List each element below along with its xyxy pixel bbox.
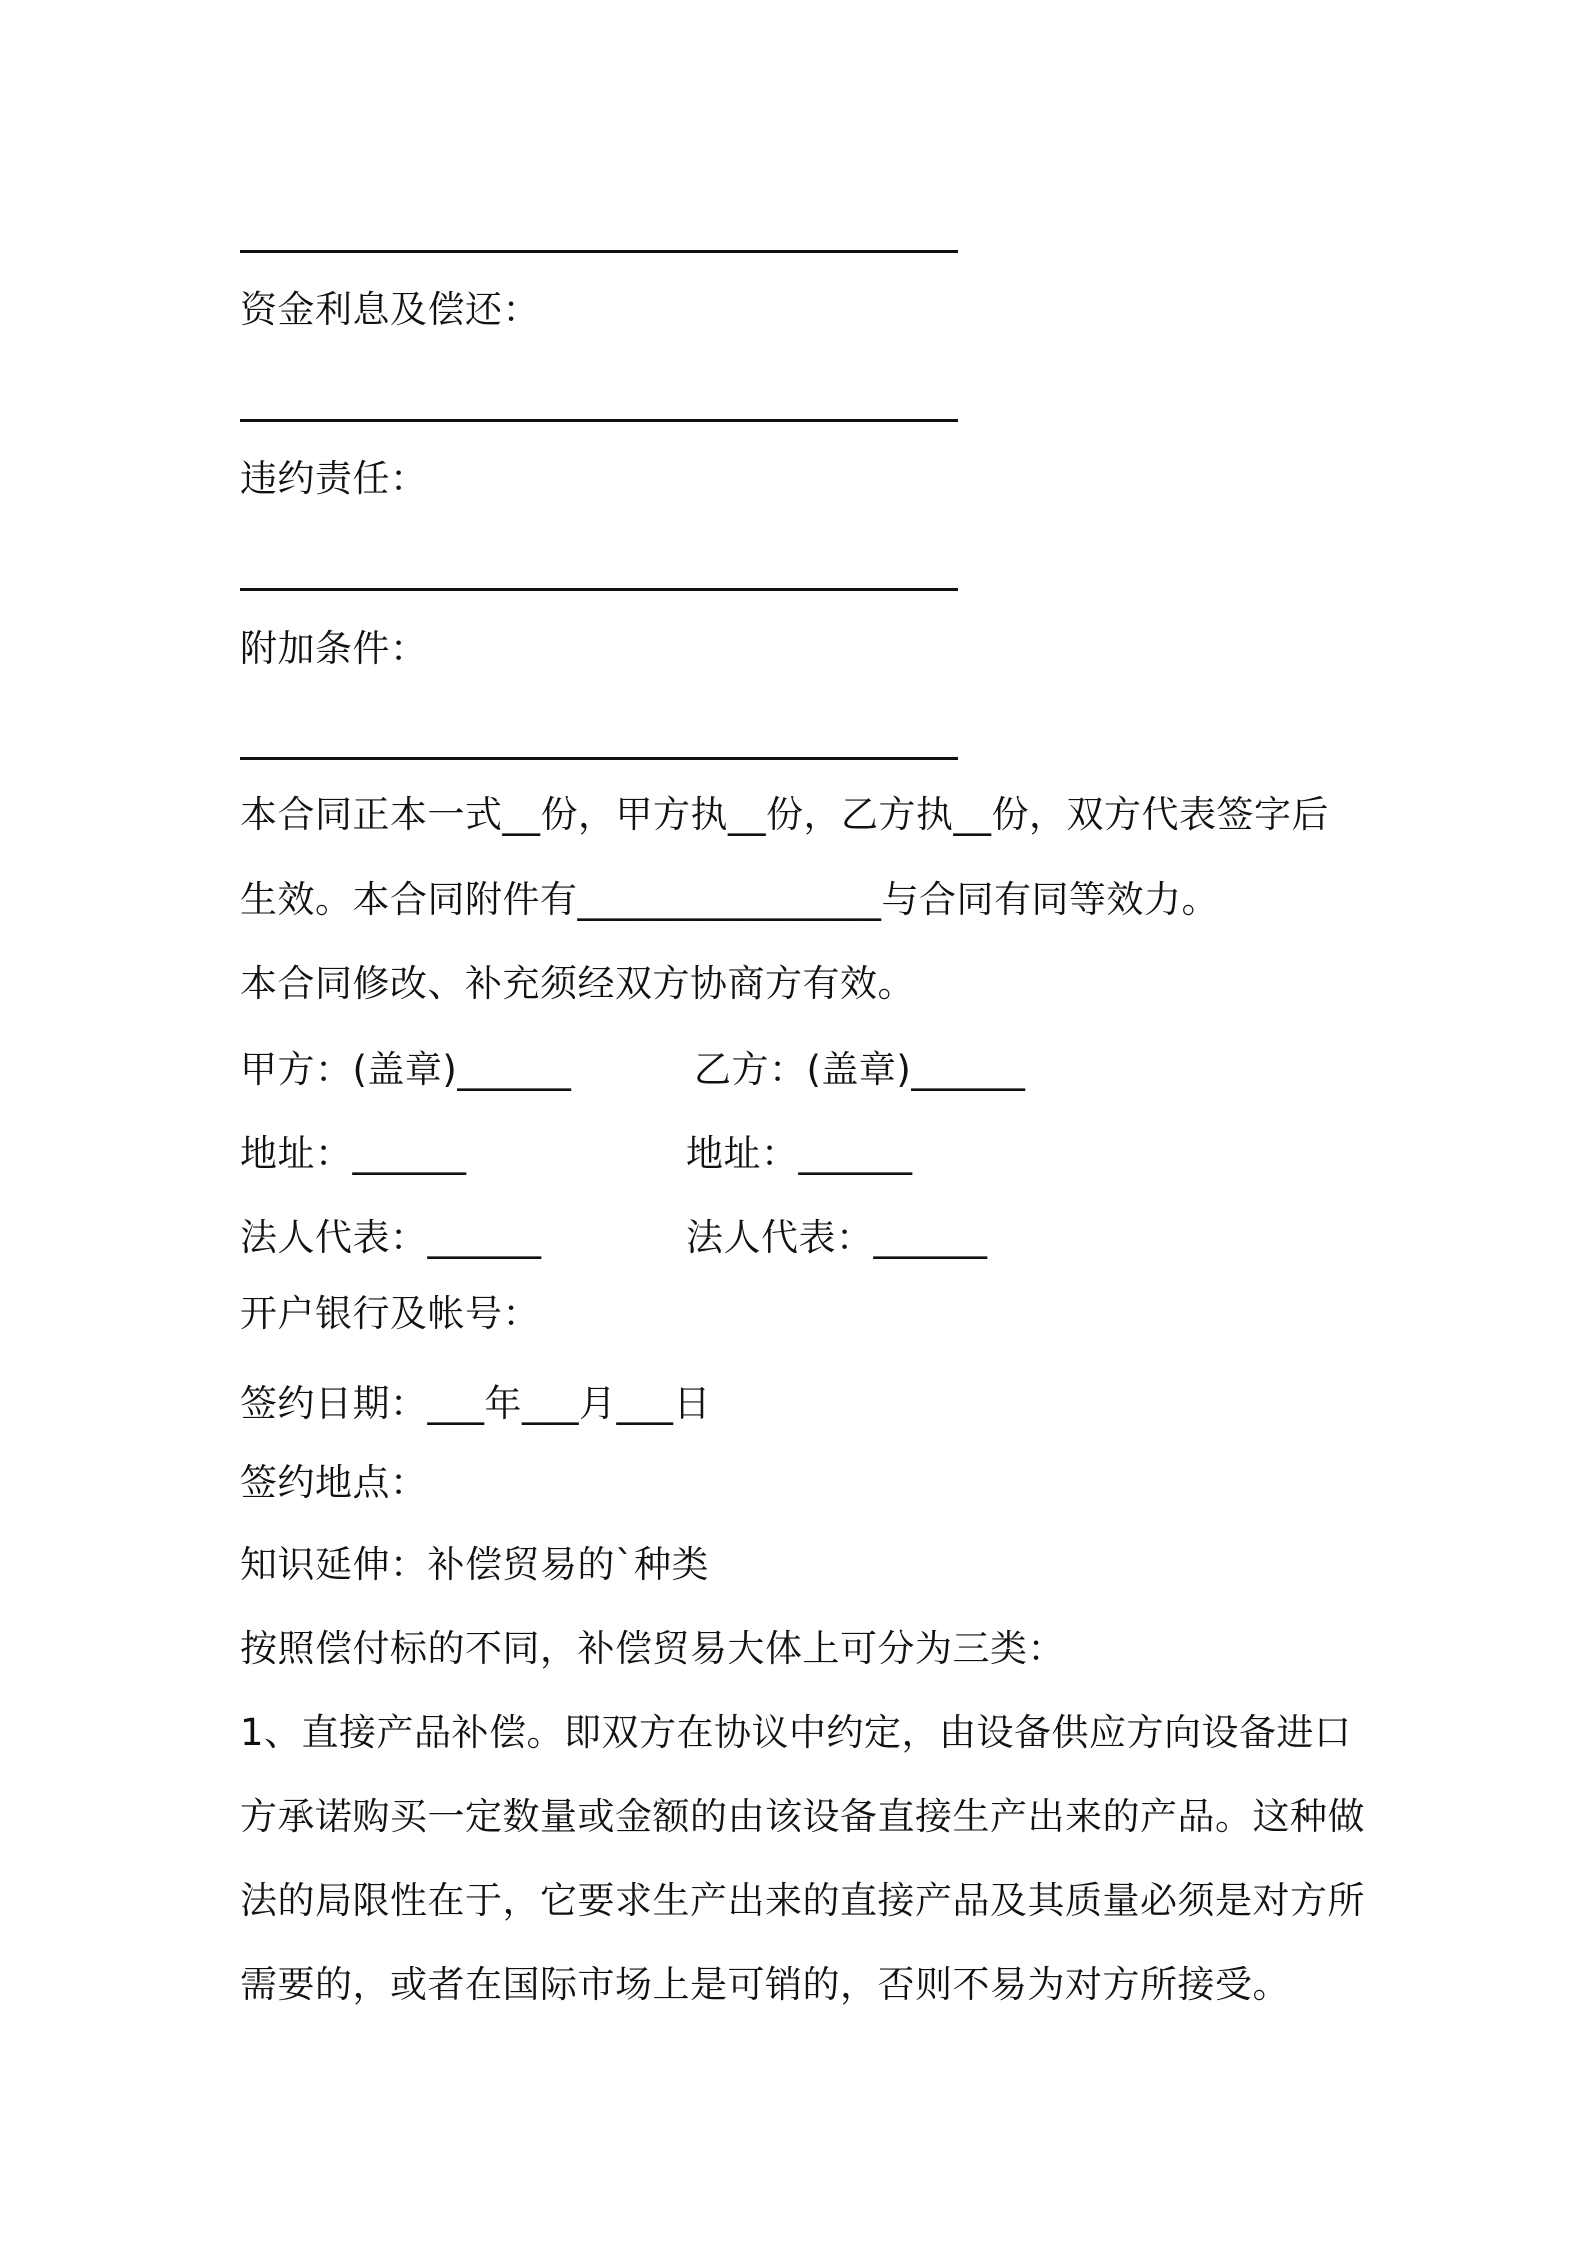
paragraph-1-line-2: 方承诺购买一定数量或金额的由该设备直接生产出来的产品。这种做 xyxy=(240,1795,1365,1838)
blank-line xyxy=(240,757,958,760)
rep-a: 法人代表：______ xyxy=(240,1216,542,1259)
paragraph-1-line-4: 需要的，或者在国际市场上是可销的，否则不易为对方所接受。 xyxy=(240,1963,1290,2006)
copies-line-1: 本合同正本一式__份，甲方执__份，乙方执__份，双方代表签字后 xyxy=(240,793,1329,836)
sign-date: 签约日期：___年___月___日 xyxy=(240,1382,711,1425)
blank-line xyxy=(240,250,958,253)
party-a-seal: 甲方：(盖章)______ xyxy=(240,1048,572,1091)
amend-line: 本合同修改、补充须经双方协商方有效。 xyxy=(240,962,915,1005)
sign-place: 签约地点： xyxy=(240,1461,428,1504)
extension-title: 知识延伸：补偿贸易的`种类 xyxy=(240,1543,709,1586)
blank-line xyxy=(240,419,958,422)
rep-b: 法人代表：______ xyxy=(686,1216,988,1259)
address-a: 地址：______ xyxy=(240,1132,467,1175)
extension-intro: 按照偿付标的不同，补偿贸易大体上可分为三类： xyxy=(240,1627,1065,1670)
interest-label: 资金利息及偿还： xyxy=(240,288,540,331)
copies-line-2: 生效。本合同附件有________________与合同有同等效力。 xyxy=(240,878,1219,921)
additional-label: 附加条件： xyxy=(240,627,428,670)
party-b-seal: 乙方：(盖章)______ xyxy=(694,1048,1026,1091)
address-b: 地址：______ xyxy=(686,1132,913,1175)
blank-line xyxy=(240,588,958,591)
paragraph-1-line-3: 法的局限性在于，它要求生产出来的直接产品及其质量必须是对方所 xyxy=(240,1879,1365,1922)
bank-label: 开户银行及帐号： xyxy=(240,1292,540,1335)
liability-label: 违约责任： xyxy=(240,457,428,500)
paragraph-1-line-1: 1、直接产品补偿。即双方在协议中约定，由设备供应方向设备进口 xyxy=(240,1711,1352,1754)
